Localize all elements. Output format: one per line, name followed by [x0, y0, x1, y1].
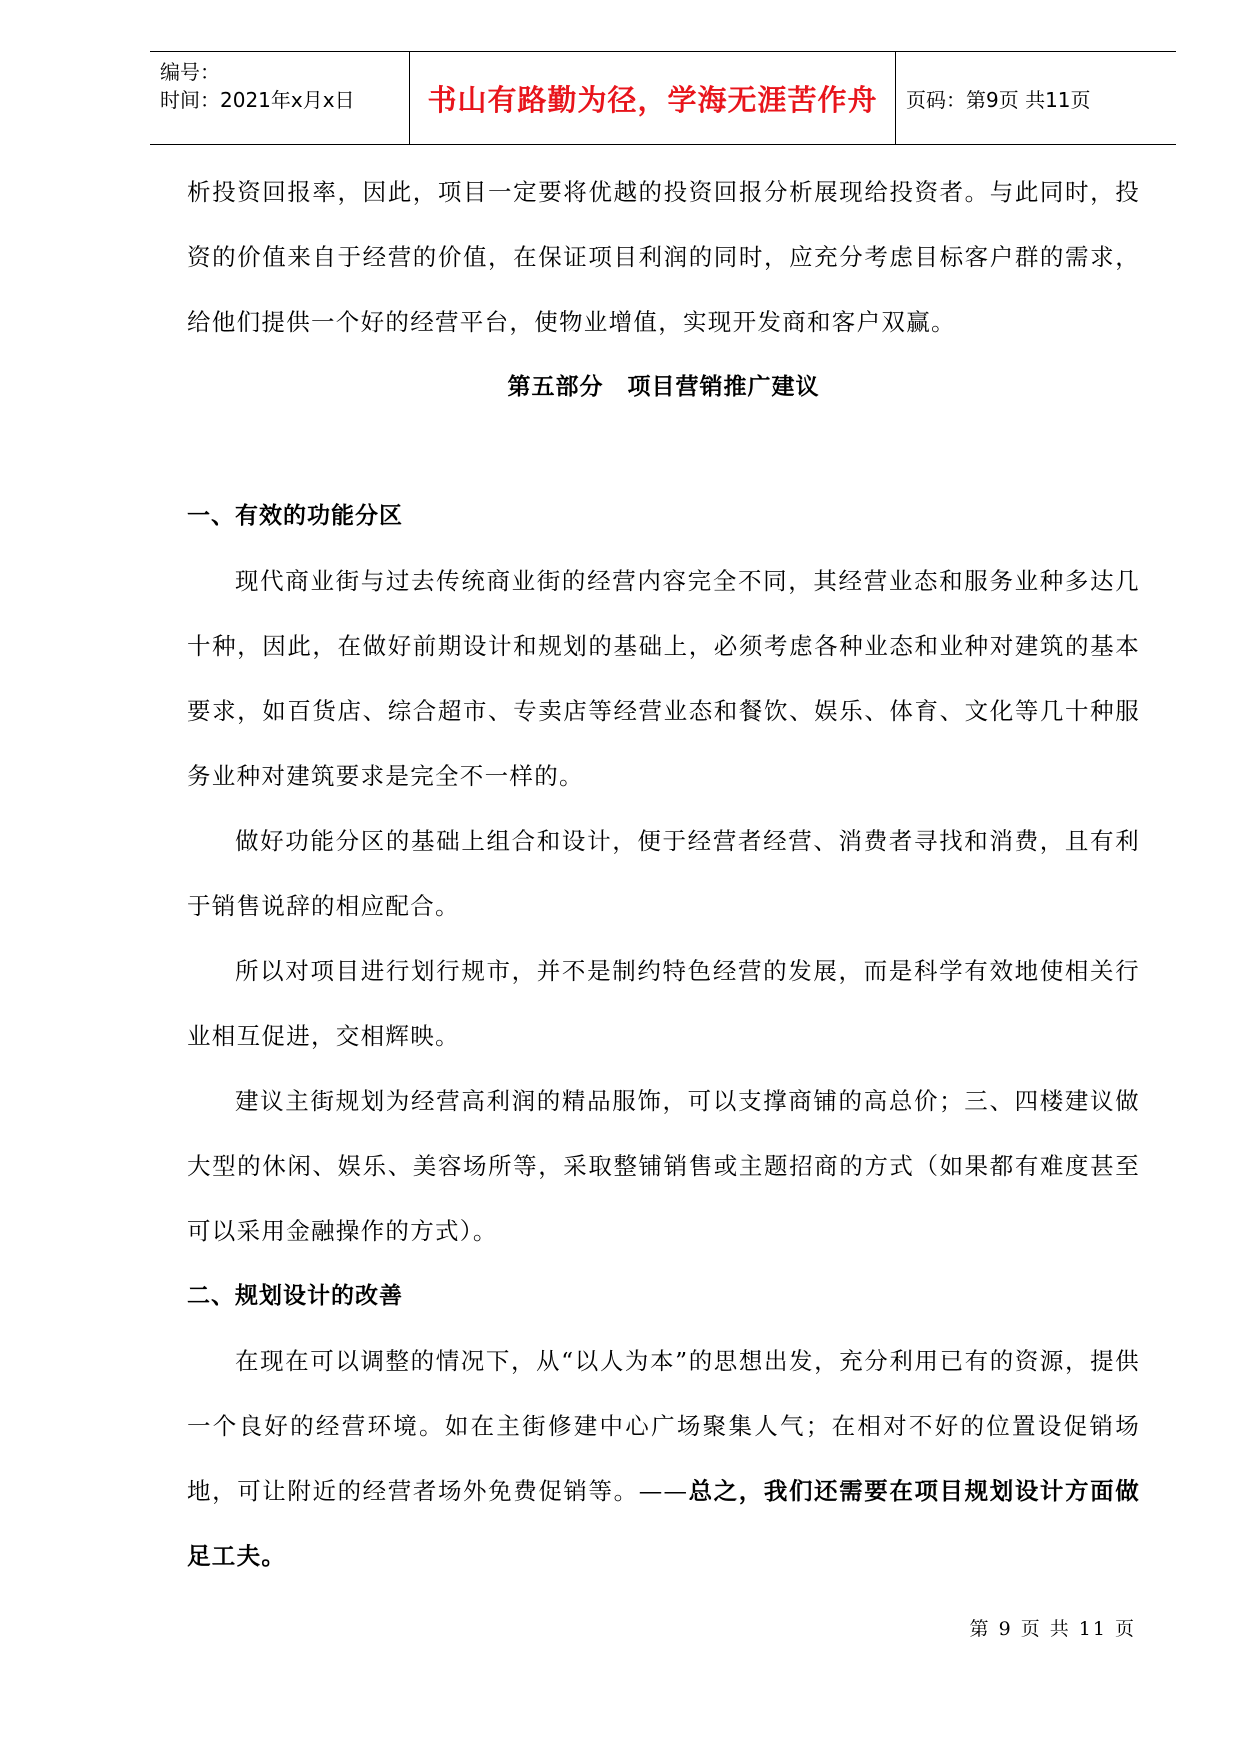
body-paragraph: 现代商业街与过去传统商业街的经营内容完全不同，其经营业态和服务业种多达几十种，因此，在做好前期设计和规划的基础上，必须考虑各种业态和业种对建筑的基本要求，如百货店、综合超市、专卖店等经营业态和餐饮、娱乐、体育、文化等几十种服务业种对建筑要求是完全不一样的。 — [187, 567, 1140, 790]
page-footer: 第 9 页 共 11 页 — [969, 1618, 1136, 1640]
body-paragraph: 所以对项目进行划行规市，并不是制约特色经营的发展，而是科学有效地使相关行业相互促进，交相辉映。 — [187, 957, 1140, 1050]
body-paragraph — [187, 1329, 1140, 1589]
header-motto: 书山有路勤为径，学海无涯苦作舟 — [427, 82, 878, 117]
heading-planning-improvement: 二、规划设计的改善 — [187, 1283, 403, 1309]
spacer — [187, 420, 1140, 484]
document-body — [187, 160, 1140, 1589]
section-title: 第五部分 项目营销推广建议 — [507, 374, 820, 400]
header-meta — [160, 58, 410, 114]
body-paragraph: 建议主街规划为经营高利润的精品服饰，可以支撑商铺的高总价；三、四楼建议做大型的休闲、娱乐、美容场所等，采取整铺销售或主题招商的方式（如果都有难度甚至可以采用金融操作的方式）。 — [187, 1087, 1140, 1245]
header-divider — [895, 52, 896, 144]
heading-functional-zoning: 一、有效的功能分区 — [187, 503, 403, 529]
document-header — [150, 51, 1176, 145]
document-number-label: 编号： — [160, 60, 220, 84]
intro-paragraph: 析投资回报率，因此，项目一定要将优越的投资回报分析展现给投资者。与此同时，投资的价值来自于经营的价值，在保证项目利润的同时，应充分考虑目标客户群的需求，给他们提供一个好的经营平台，使物业增值，实现开发商和客户双赢。 — [187, 178, 1140, 336]
paragraph-text: 在现在可以调整的情况下，从“以人为本”的思想出发，充分利用已有的资源，提供一个良好的经营环境。如在主街修建中心广场聚集人气；在相对不好的位置设促销场地，可让附近的经营者场外免费促销等。—— — [187, 1347, 1140, 1505]
document-time: 时间：2021年x月x日 — [160, 88, 355, 112]
paragraph-bold-conclusion: 总之，我们还需要在项目规划设计方面做足工夫。 — [187, 1477, 1140, 1570]
header-page-info: 页码：第9页 共11页 — [906, 87, 1091, 112]
body-paragraph: 做好功能分区的基础上组合和设计，便于经营者经营、消费者寻找和消费，且有利于销售说辞的相应配合。 — [187, 827, 1140, 920]
